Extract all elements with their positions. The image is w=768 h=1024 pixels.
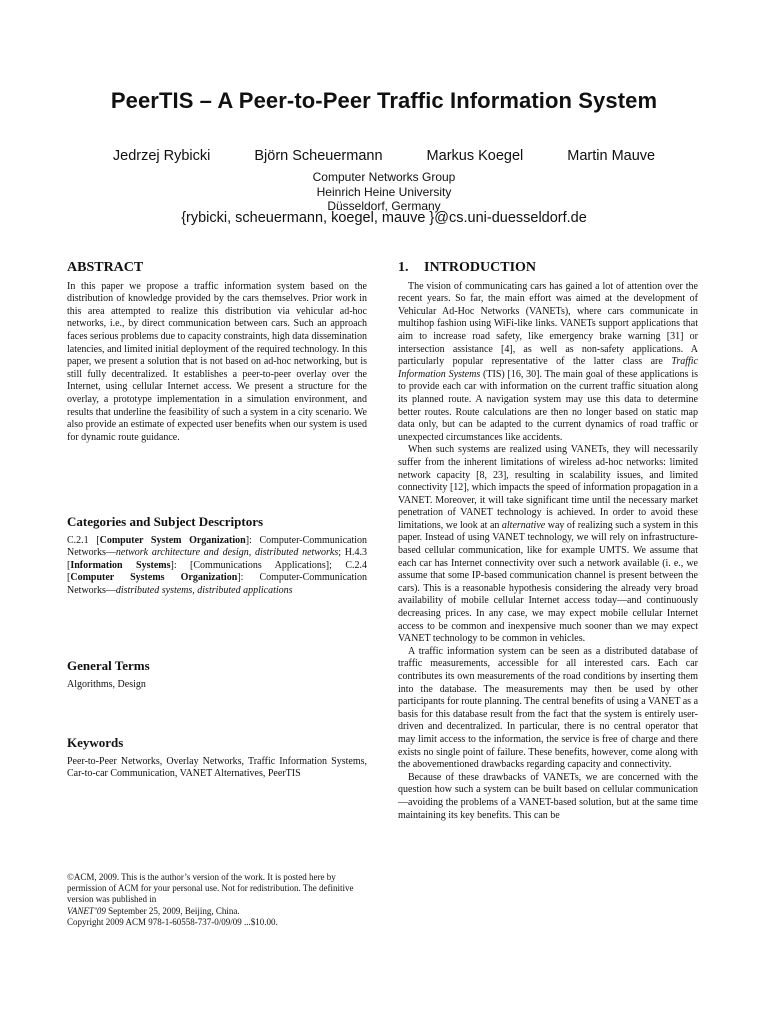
abstract-text: In this paper we propose a traffic information system based on the distribution of knowledge provided by the cars themselves. Prior work in this area attempted to realize this distribution via vehicular ad-hoc networks, i.e., by direct communication between cars. Such an approach faces serious problems due to capacity constraints, high data dissemination latencies, and limited initial deployment of the required technology. In this paper, we present a solution that is not based on ad-hoc networking, but is still fully decentralized. It establishes a peer-to-peer overlay over the Internet, using cellular Internet access. We present a structure for the overlay, a prototype implementation in a simulation environment, and results that underline the feasibility of such a system in a city scenario. We also provide an estimate of expected user benefits when our system is used for dynamic route guidance. — [67, 280, 367, 443]
categories-text: C.2.1 [Computer System Organization]: Computer-Communication Networks—network architecture and design, distributed networks; H.4.3 [Information Systems]: [Communications Applications]; C.2.4 [Computer Systems Organization]: Computer-Communication Networks—distributed systems, distributed applications — [67, 534, 368, 596]
author-name: Markus Koegel — [426, 148, 524, 164]
section-number: 1. — [398, 260, 409, 275]
author-name: Jedrzej Rybicki — [112, 148, 211, 164]
intro-paragraph: A traffic information system can be seen as a distributed database of traffic measurements, accessible for all interested cars. Each car contributes its own measurements of the road conditions by inserting them into the database. The measurements may then be used by other participants for route planning. The central benefits of using a VANET as a basis for this database result from the fact that the system is entirely user-driven and decentralized. In particular, there is no central operator that may limit access to the information, the service is free of charge and there exists no single point of failure. These benefits, however, come along with the abovementioned drawbacks regarding capacity and connectivity. — [398, 645, 699, 771]
author-emails: {rybicki, scheuermann, koegel, mauve }@cs.uni-duesseldorf.de — [181, 210, 587, 226]
introduction-heading — [398, 262, 698, 275]
affiliation-line: Düsseldorf, Germany — [327, 199, 441, 213]
categories-heading: Categories and Subject Descriptors — [67, 514, 264, 529]
intro-paragraph: When such systems are realized using VANETs, they will necessarily suffer from the inherent limitations of wireless ad-hoc networks: limited network capacity [8, 23], resulting in scalability issues, and limited connectivity [12], which impacts the speed of information propagation in a VANET. Moreover, it will take significant time until the necessary market penetration of VANET technology is achieved. In order to avoid these limitations, we look at an alternative way of realizing such a system in this paper. Instead of using VANET technology, we will rely on infrastructure-based cellular communication, like for example UMTS. We assume that each car has Internet connectivity over such a network available (i. e., we assume that some IP-based communication channel is present between the cars). This is a reasonable hypothesis considering the already very broad availability of mobile cellular Internet access today—and continuously decreasing prices. In any case, we may expect mobile cellular Internet access to be common and inexpensive much sooner than we may expect VANET technology to be common in vehicles. — [398, 444, 698, 645]
abstract-heading: ABSTRACT — [67, 260, 144, 275]
copyright-text: ©ACM, 2009. This is the author’s version of the work. It is posted here by permission of ACM for your personal use. Not for redistribution. The definitive version was published in VANET’09 September 25, 2009, Beijing, China. Copyright 2009 ACM 978-1-60558-737-0/09/09 ...$10.00. — [67, 872, 354, 927]
paper-title: PeerTIS – A Peer-to-Peer Traffic Information System — [110, 88, 658, 113]
abstract-section — [67, 262, 367, 444]
section-title: INTRODUCTION — [424, 260, 537, 275]
general-terms-heading: General Terms — [67, 658, 150, 673]
general-terms-text: Algorithms, Design — [67, 678, 146, 690]
intro-paragraph: Because of these drawbacks of VANETs, we are concerned with the question how such a system can be built based on cellular communication—avoiding the problems of a VANET-based solution, but at the same time maintaining its key benefits. This can be — [398, 771, 698, 821]
author-list — [0, 148, 768, 164]
author-name: Björn Scheuermann — [254, 148, 383, 164]
categories-section — [67, 516, 367, 598]
affiliation-line: Computer Networks Group — [312, 170, 456, 184]
keywords-section — [67, 737, 367, 781]
keywords-heading: Keywords — [67, 735, 124, 750]
general-terms-section — [67, 660, 367, 691]
copyright-notice — [67, 872, 367, 928]
affiliation-line: Heinrich Heine University — [316, 184, 452, 199]
affiliation — [0, 170, 768, 214]
author-name: Martin Mauve — [567, 148, 656, 164]
right-column — [398, 262, 698, 822]
intro-paragraph: The vision of communicating cars has gained a lot of attention over the recent years. So far, the main effort was aimed at the development of Vehicular Ad-Hoc Networks (VANETs), where cars communicate in multihop fashion using WiFi-like links. VANETs support applications that aim to increase road safety, like emergency brake warning [31] or intersection assistance [4], as well as non-safety applications. A particularly popular representative of the latter class are Traffic Information Systems (TIS) [16, 30]. The main goal of these applications is to provide each car with information on the current traffic situation along its planned route. A navigation system may use this data to determine better routes. Route calculations are then no longer based on static map data only, but can be adapted to the current dynamics of road traffic or unexpected circumstances like accidents. — [398, 280, 698, 443]
keywords-text: Peer-to-Peer Networks, Overlay Networks, Traffic Information Systems, Car-to-car Communication, VANET Alternatives, PeerTIS — [67, 755, 367, 780]
